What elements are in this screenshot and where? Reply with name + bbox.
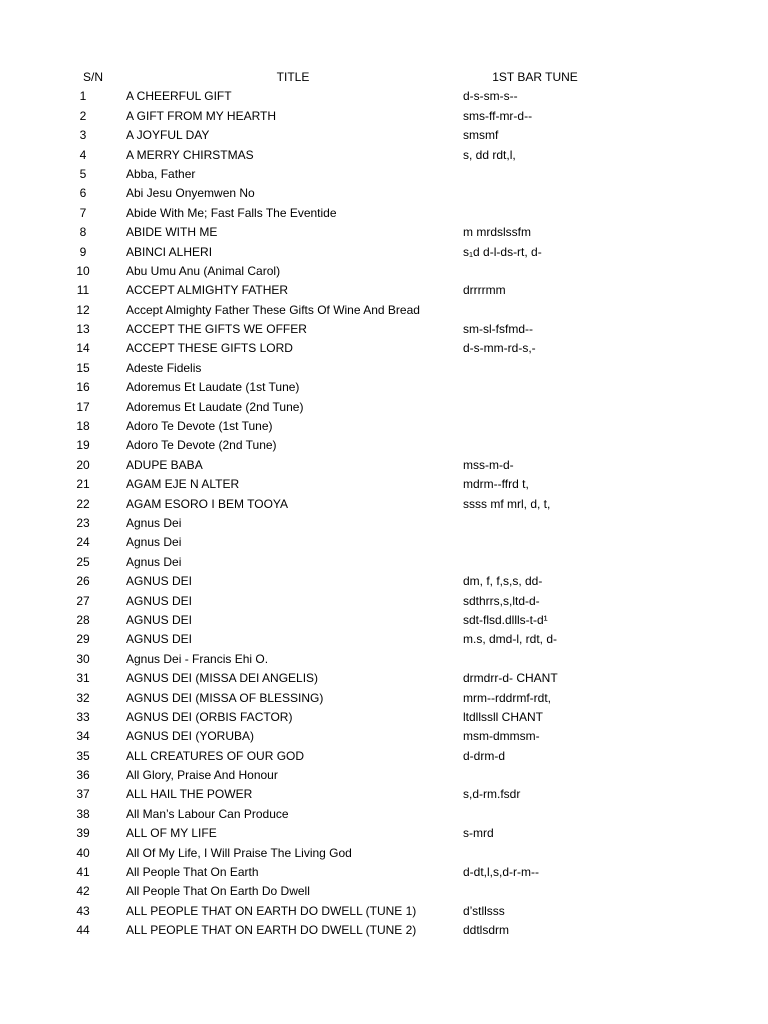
serial-number-cell: 20 [76, 457, 90, 472]
table-row [0, 747, 768, 766]
serial-number-cell: 34 [76, 729, 90, 744]
table-row [0, 223, 768, 242]
table-row [0, 243, 768, 262]
table-row [0, 650, 768, 669]
table-row [0, 107, 768, 126]
table-row [0, 378, 768, 397]
table-row [0, 146, 768, 165]
serial-number-cell: 24 [76, 535, 90, 550]
title-cell: All People That On Earth [126, 865, 259, 880]
serial-number-cell: 32 [76, 690, 90, 705]
serial-number-cell: 44 [76, 923, 90, 938]
table-row [0, 204, 768, 223]
title-cell: Adoro Te Devote (1st Tune) [126, 419, 273, 434]
title-cell: Adeste Fidelis [126, 360, 202, 375]
tune-cell: ltdllssll CHANT [463, 709, 544, 724]
tune-cell: m.s, dmd-l, rdt, d- [463, 632, 558, 647]
tune-cell: sm-sl-fsfmd-- [463, 322, 533, 337]
table-row [0, 533, 768, 552]
tune-cell: mss-m-d- [463, 457, 514, 472]
serial-number-cell: 13 [76, 322, 90, 337]
title-cell: Abu Umu Anu (Animal Carol) [126, 263, 281, 278]
table-row [0, 882, 768, 901]
serial-number-cell: 14 [76, 341, 90, 356]
tune-cell: sdthrrs,s,ltd-d- [463, 593, 540, 608]
table-row [0, 184, 768, 203]
serial-number-cell: 9 [79, 244, 87, 259]
serial-number-cell: 23 [76, 515, 90, 530]
tune-cell: s,d-rm.fsdr [463, 787, 521, 802]
hymn-index-table [0, 68, 768, 941]
serial-number-cell: 39 [76, 826, 90, 841]
title-cell: Accept Almighty Father These Gifts Of Wine And Bread [126, 302, 420, 317]
table-row [0, 669, 768, 688]
column-header-sn: S/N [82, 70, 103, 84]
serial-number-cell: 25 [76, 554, 90, 569]
title-cell: Adoremus Et Laudate (1st Tune) [126, 380, 300, 395]
table-row [0, 708, 768, 727]
serial-number-cell: 37 [76, 787, 90, 802]
serial-number-cell: 26 [76, 574, 90, 589]
table-header-row [0, 68, 768, 87]
title-cell: Agnus Dei - Francis Ehi O. [126, 651, 269, 666]
title-cell: AGNUS DEI [126, 632, 193, 647]
title-cell: Agnus Dei [126, 535, 182, 550]
table-row [0, 805, 768, 824]
table-row [0, 514, 768, 533]
title-cell: Abide With Me; Fast Falls The Eventide [126, 205, 337, 220]
tune-cell: d-s-sm-s-- [463, 89, 518, 104]
title-cell: Adoro Te Devote (2nd Tune) [126, 438, 277, 453]
tune-cell: drrrrmm [463, 283, 506, 298]
serial-number-cell: 28 [76, 612, 90, 627]
serial-number-cell: 35 [76, 748, 90, 763]
title-cell: A MERRY CHIRSTMAS [126, 147, 254, 162]
tune-cell: drmdrr-d- CHANT [463, 671, 558, 686]
serial-number-cell: 42 [76, 884, 90, 899]
table-row [0, 824, 768, 843]
table-row [0, 417, 768, 436]
title-cell: ABIDE WITH ME [126, 225, 218, 240]
table-row [0, 611, 768, 630]
title-cell: AGNUS DEI (MISSA OF BLESSING) [126, 690, 324, 705]
serial-number-cell: 38 [76, 806, 90, 821]
table-row [0, 281, 768, 300]
tune-cell: mrm--rddrmf-rdt, [463, 690, 551, 705]
title-cell: ADUPE BABA [126, 457, 203, 472]
table-row [0, 126, 768, 145]
serial-number-cell: 29 [76, 632, 90, 647]
table-row [0, 262, 768, 281]
table-row [0, 785, 768, 804]
title-cell: ALL PEOPLE THAT ON EARTH DO DWELL (TUNE 1) [126, 903, 417, 918]
title-cell: ACCEPT THESE GIFTS LORD [126, 341, 293, 356]
title-cell: All Glory, Praise And Honour [126, 768, 278, 783]
title-cell: AGAM EJE N ALTER [126, 477, 240, 492]
title-cell: All Man’s Labour Can Produce [126, 806, 289, 821]
serial-number-cell: 7 [79, 205, 87, 220]
tune-cell: mdrm--ffrd t, [463, 477, 529, 492]
table-row [0, 398, 768, 417]
title-cell: Abi Jesu Onyemwen No [126, 186, 255, 201]
serial-number-cell: 16 [76, 380, 90, 395]
table-row [0, 475, 768, 494]
serial-number-cell: 6 [79, 186, 87, 201]
table-row [0, 902, 768, 921]
serial-number-cell: 17 [76, 399, 90, 414]
title-cell: Agnus Dei [126, 554, 182, 569]
tune-cell: sms-ff-mr-d-- [463, 108, 533, 123]
tune-cell: d-s-mm-rd-s,- [463, 341, 536, 356]
serial-number-cell: 4 [79, 147, 87, 162]
title-cell: All Of My Life, I Will Praise The Living God [126, 845, 352, 860]
table-row [0, 863, 768, 882]
column-header-tune: 1ST BAR TUNE [492, 70, 578, 84]
serial-number-cell: 27 [76, 593, 90, 608]
table-row [0, 844, 768, 863]
title-cell: All People That On Earth Do Dwell [126, 884, 310, 899]
title-cell: A JOYFUL DAY [126, 128, 210, 143]
serial-number-cell: 10 [76, 263, 90, 278]
tune-cell: d’stllsss [463, 903, 505, 918]
serial-number-cell: 40 [76, 845, 90, 860]
tune-cell: ssss mf mrl, d, t, [463, 496, 551, 511]
serial-number-cell: 36 [76, 768, 90, 783]
serial-number-cell: 2 [79, 108, 87, 123]
tune-cell: m mrdslssfm [463, 225, 531, 240]
title-cell: AGNUS DEI (YORUBA) [126, 729, 255, 744]
table-row [0, 359, 768, 378]
title-cell: ACCEPT ALMIGHTY FATHER [126, 283, 289, 298]
title-cell: ALL HAIL THE POWER [126, 787, 253, 802]
serial-number-cell: 15 [76, 360, 90, 375]
table-row [0, 572, 768, 591]
title-cell: AGNUS DEI [126, 574, 193, 589]
title-cell: Adoremus Et Laudate (2nd Tune) [126, 399, 304, 414]
table-row [0, 630, 768, 649]
title-cell: AGNUS DEI [126, 612, 193, 627]
serial-number-cell: 21 [76, 477, 90, 492]
tune-cell: s-mrd [463, 826, 494, 841]
table-row [0, 301, 768, 320]
tune-cell: msm-dmmsm- [463, 729, 540, 744]
table-row [0, 553, 768, 572]
title-cell: A GIFT FROM MY HEARTH [126, 108, 277, 123]
column-header-title: TITLE [276, 70, 310, 84]
tune-cell: d-dt,l,s,d-r-m-- [463, 865, 539, 880]
serial-number-cell: 41 [76, 865, 90, 880]
serial-number-cell: 5 [79, 166, 87, 181]
serial-number-cell: 18 [76, 419, 90, 434]
table-body [0, 87, 768, 940]
title-cell: ABINCI ALHERI [126, 244, 213, 259]
serial-number-cell: 8 [79, 225, 87, 240]
serial-number-cell: 19 [76, 438, 90, 453]
tune-cell: s, dd rdt,l, [463, 147, 516, 162]
tune-cell: ddtlsdrm [463, 923, 510, 938]
table-row [0, 921, 768, 940]
table-row [0, 766, 768, 785]
serial-number-cell: 43 [76, 903, 90, 918]
title-cell: AGNUS DEI (MISSA DEI ANGELIS) [126, 671, 319, 686]
tune-cell: smsmf [463, 128, 499, 143]
table-row [0, 727, 768, 746]
title-cell: ALL PEOPLE THAT ON EARTH DO DWELL (TUNE 2) [126, 923, 417, 938]
table-row [0, 456, 768, 475]
title-cell: ALL OF MY LIFE [126, 826, 217, 841]
tune-cell: dm, f, f,s,s, dd- [463, 574, 543, 589]
table-row [0, 165, 768, 184]
serial-number-cell: 30 [76, 651, 90, 666]
table-row [0, 436, 768, 455]
serial-number-cell: 31 [76, 671, 90, 686]
serial-number-cell: 3 [79, 128, 87, 143]
tune-cell: d-drm-d [463, 748, 506, 763]
table-row [0, 495, 768, 514]
title-cell: AGNUS DEI [126, 593, 193, 608]
serial-number-cell: 1 [79, 89, 87, 104]
table-row [0, 320, 768, 339]
title-cell: A CHEERFUL GIFT [126, 89, 232, 104]
table-row [0, 689, 768, 708]
serial-number-cell: 22 [76, 496, 90, 511]
title-cell: AGNUS DEI (ORBIS FACTOR) [126, 709, 293, 724]
title-cell: AGAM ESORO I BEM TOOYA [126, 496, 289, 511]
tune-cell: s₁d d-l-ds-rt, d- [463, 244, 542, 259]
serial-number-cell: 12 [76, 302, 90, 317]
title-cell: Abba, Father [126, 166, 196, 181]
title-cell: ALL CREATURES OF OUR GOD [126, 748, 305, 763]
serial-number-cell: 33 [76, 709, 90, 724]
table-row [0, 339, 768, 358]
table-row [0, 87, 768, 106]
title-cell: Agnus Dei [126, 515, 182, 530]
tune-cell: sdt-flsd.dllls-t-d¹ [463, 612, 548, 627]
serial-number-cell: 11 [76, 283, 90, 298]
table-row [0, 592, 768, 611]
title-cell: ACCEPT THE GIFTS WE OFFER [126, 322, 307, 337]
